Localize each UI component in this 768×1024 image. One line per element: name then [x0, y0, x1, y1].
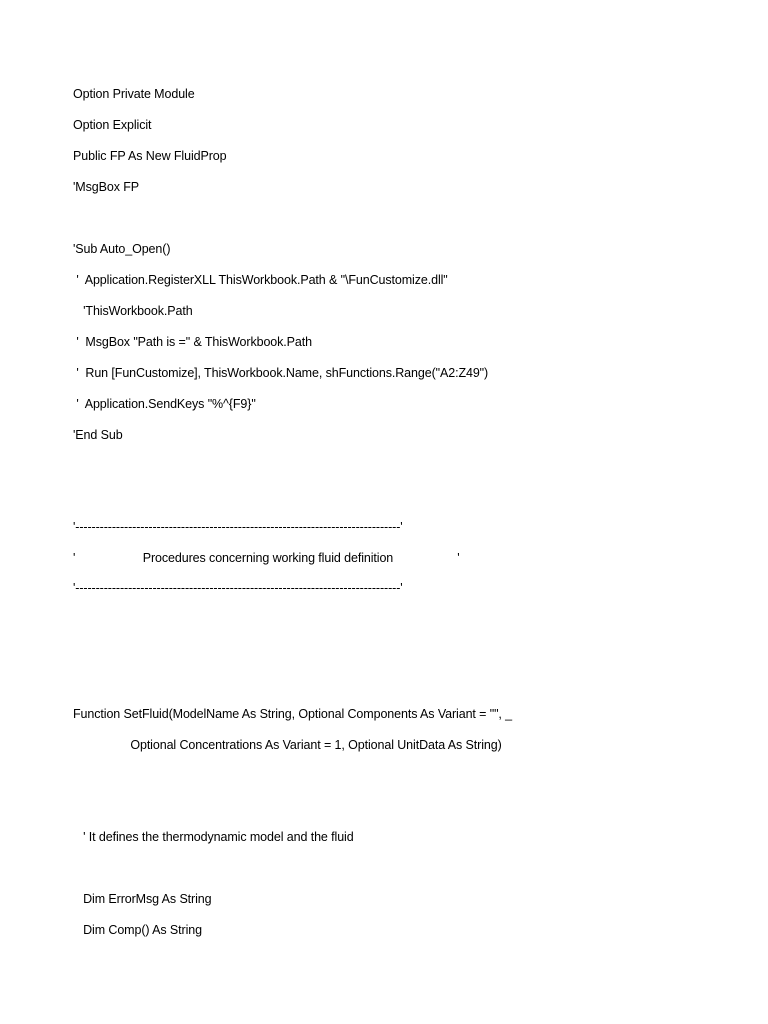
code-line: Optional Concentrations As Variant = 1, Optional UnitData As String)	[73, 738, 502, 752]
comment-divider: '--------------------------------------------------------------------------------'	[73, 581, 403, 595]
code-line: ' Application.SendKeys "%^{F9}"	[73, 397, 256, 411]
code-line: Option Explicit	[73, 118, 152, 132]
code-line: ' Run [FunCustomize], ThisWorkbook.Name, shFunctions.Range("A2:Z49")	[73, 366, 489, 380]
code-line: Public FP As New FluidProp	[73, 149, 227, 163]
code-line: Function SetFluid(ModelName As String, Optional Components As Variant = "", _	[73, 707, 513, 721]
comment-divider: '--------------------------------------------------------------------------------'	[73, 520, 403, 534]
code-line: ' Application.RegisterXLL ThisWorkbook.Path & "\FunCustomize.dll"	[73, 273, 448, 287]
code-line: ' It defines the thermodynamic model and the fluid	[73, 830, 354, 844]
code-line: 'Sub Auto_Open()	[73, 242, 171, 256]
code-line: Option Private Module	[73, 87, 195, 101]
code-line: 'MsgBox FP	[73, 180, 139, 194]
code-line: Dim ErrorMsg As String	[73, 892, 212, 906]
code-line: 'ThisWorkbook.Path	[73, 304, 193, 318]
section-heading-comment: ' Procedures concerning working fluid definition '	[73, 551, 460, 565]
code-line: Dim Comp() As String	[73, 923, 202, 937]
code-line: 'End Sub	[73, 428, 123, 442]
code-line: ' MsgBox "Path is =" & ThisWorkbook.Path	[73, 335, 312, 349]
